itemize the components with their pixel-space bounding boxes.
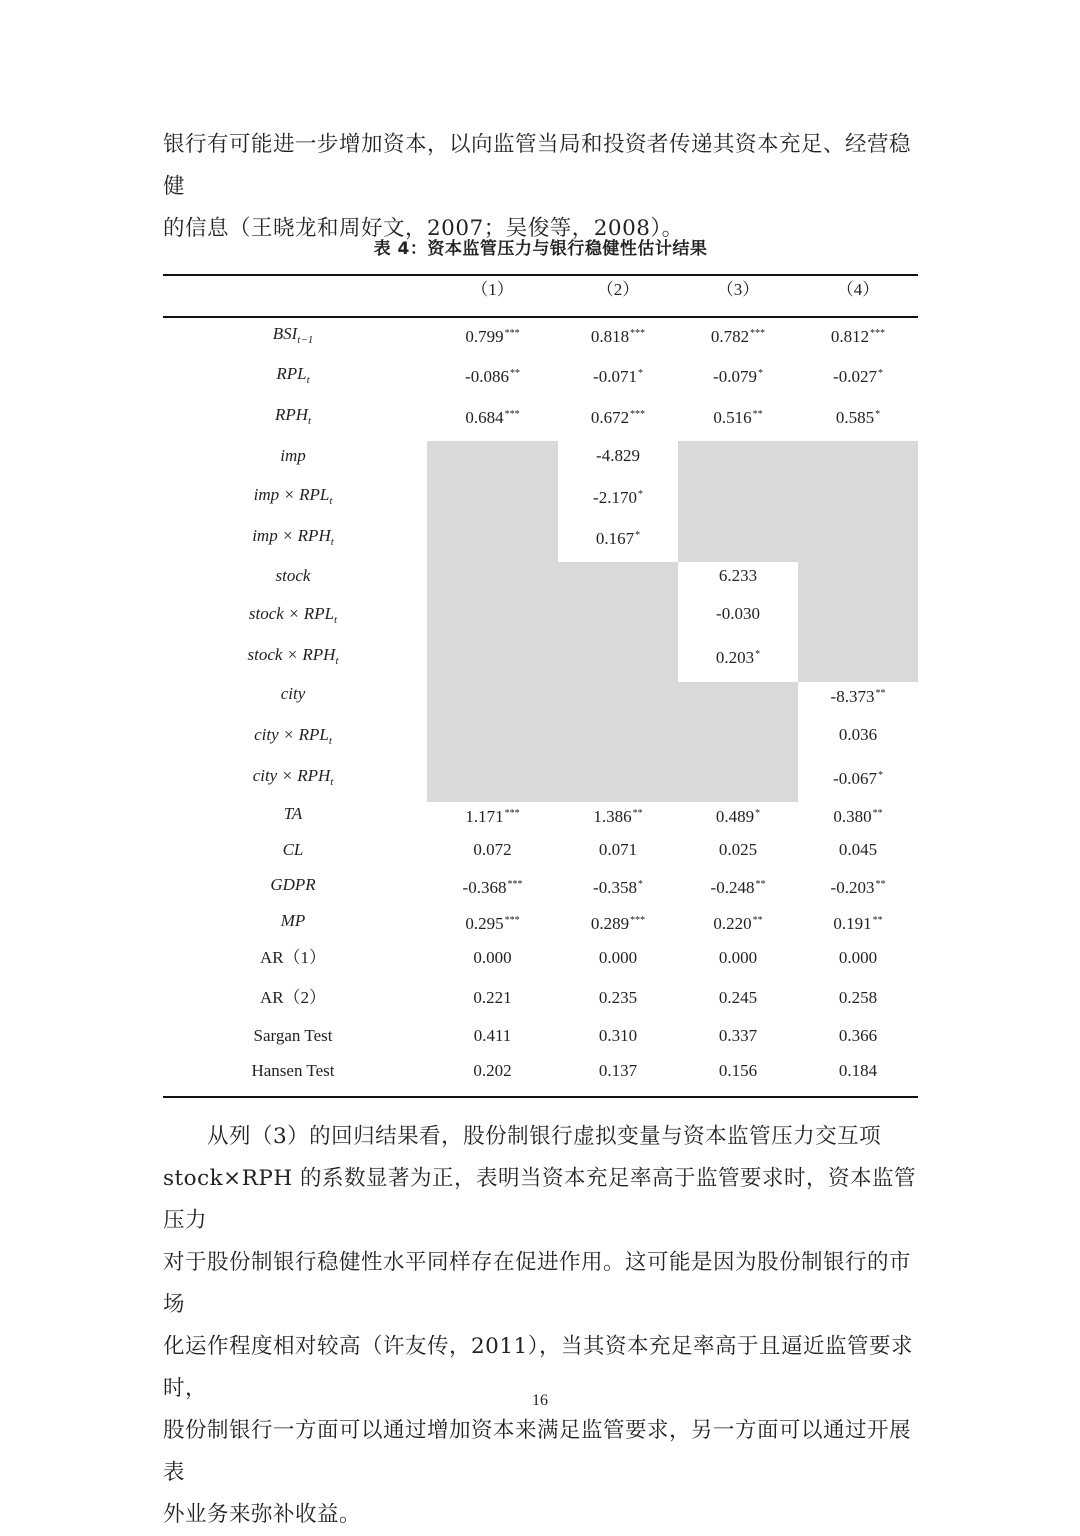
row-label [203, 684, 383, 704]
table-cell [558, 911, 678, 934]
row-label [203, 645, 383, 671]
cell-value: 0.167 [595, 529, 635, 548]
cell-value: 0.184 [838, 1061, 878, 1080]
table-top-rule [163, 274, 918, 276]
row-label-text: Sargan Test [253, 1026, 333, 1045]
significance-stars: *** [504, 409, 520, 420]
row-label-text: MP [280, 911, 306, 930]
row-label-text: city × RPL [254, 725, 329, 744]
cell-value: -2.170 [593, 488, 637, 507]
significance-stars: *** [504, 915, 520, 926]
row-label [203, 1026, 383, 1046]
cell-value: 0.221 [473, 988, 512, 1007]
table-cell [558, 1026, 678, 1046]
table-cell [798, 684, 918, 707]
significance-stars: * [877, 770, 883, 781]
significance-stars: *** [504, 328, 520, 339]
row-label-subscript: t [306, 374, 310, 386]
row-label [203, 485, 383, 511]
significance-stars: ** [875, 688, 886, 699]
cell-value: 0.072 [473, 840, 512, 859]
cell-value: 0.191 [833, 914, 872, 933]
cell-value: 1.171 [465, 807, 504, 826]
table-cell [427, 405, 558, 428]
cell-value: 0.684 [465, 408, 504, 427]
cell-value: -0.030 [716, 604, 760, 623]
row-label-text: AR（1） [259, 948, 327, 967]
cell-value: 0.812 [830, 327, 870, 346]
cell-value: 0.585 [835, 408, 875, 427]
row-label-text: imp × RPH [252, 526, 331, 545]
row-label-text: TA [283, 804, 303, 823]
row-label-text: GDPR [270, 875, 316, 894]
row-label-subscript: t [330, 536, 334, 548]
text-line: 从列（3）的回归结果看，股份制银行虚拟变量与资本监管压力交互项 [207, 1124, 882, 1149]
significance-stars: ** [752, 409, 763, 420]
table-header-rule [163, 316, 918, 318]
text-line: 银行有可能进一步增加资本，以向监管当局和投资者传递其资本充足、经营稳健 [163, 132, 912, 199]
text-line: 化运作程度相对较高（许友传，2011），当其资本充足率高于且逼近监管要求时， [163, 1334, 913, 1401]
table-cell [678, 604, 798, 624]
row-label-subscript: t [330, 776, 334, 788]
row-label-text: imp [280, 446, 306, 465]
cell-value: 0.036 [838, 725, 878, 744]
table-cell [558, 1061, 678, 1081]
cell-value: 0.366 [838, 1026, 878, 1045]
table-cell [558, 948, 678, 968]
row-label-text: AR（2） [259, 988, 327, 1007]
cell-value: 0.411 [473, 1026, 512, 1045]
table-cell [678, 645, 798, 668]
cell-value: 0.220 [713, 914, 752, 933]
row-label [203, 604, 383, 630]
column-header: （2） [596, 280, 640, 299]
table-cell [798, 405, 918, 428]
row-label [203, 840, 383, 860]
table-cell [558, 840, 678, 860]
text-line: 对于股份制银行稳健性水平同样存在促进作用。这可能是因为股份制银行的市场 [163, 1250, 912, 1317]
table-cell [558, 875, 678, 898]
cell-value: 0.202 [473, 1061, 512, 1080]
table-cell [558, 485, 678, 508]
table-cell [678, 988, 798, 1008]
significance-stars: *** [870, 328, 886, 339]
text-line: 的信息（王晓龙和周好文，2007；吴俊等，2008）。 [163, 216, 684, 241]
table-cell [427, 911, 558, 934]
significance-stars: ** [872, 915, 883, 926]
row-label-text: CL [282, 840, 304, 859]
cell-value: 0.000 [838, 948, 878, 967]
table-cell [558, 988, 678, 1008]
row-label [203, 875, 383, 895]
table-cell [798, 1061, 918, 1081]
row-label [203, 988, 383, 1008]
table-cell [558, 324, 678, 347]
table-cell [798, 725, 918, 745]
row-label-text: RPH [274, 405, 308, 424]
significance-stars: *** [750, 328, 766, 339]
table-cell [427, 1026, 558, 1046]
table-cell [798, 1026, 918, 1046]
row-label-subscript: t [328, 735, 332, 747]
significance-stars: *** [630, 915, 646, 926]
table-cell [558, 446, 678, 466]
table-cell [427, 988, 558, 1008]
table-cell [798, 911, 918, 934]
cell-value: 0.071 [598, 840, 638, 859]
table-cell [678, 875, 798, 898]
cell-value: 0.799 [465, 327, 504, 346]
cell-value: -0.368 [462, 878, 507, 897]
cell-value: 0.000 [473, 948, 512, 967]
cell-value: 0.672 [590, 408, 630, 427]
row-label-text: city [280, 684, 306, 703]
column-header: （4） [836, 280, 880, 299]
significance-stars: ** [752, 915, 763, 926]
table-cell [678, 840, 798, 860]
cell-value: 0.782 [710, 327, 750, 346]
shaded-block [798, 441, 918, 682]
cell-value: 0.289 [590, 914, 630, 933]
table-cell [678, 1026, 798, 1046]
cell-value: 0.000 [598, 948, 638, 967]
cell-value: -0.079 [713, 367, 757, 386]
cell-value: 0.025 [718, 840, 758, 859]
table-cell [678, 1061, 798, 1081]
table-cell [798, 766, 918, 789]
column-header: （1） [471, 280, 514, 299]
cell-value: -0.067 [833, 769, 877, 788]
cell-value: 0.295 [465, 914, 504, 933]
cell-value: -0.203 [830, 878, 875, 897]
cell-value: 1.386 [593, 807, 632, 826]
significance-stars: ** [509, 368, 520, 379]
significance-stars: * [757, 368, 763, 379]
cell-value: 0.245 [718, 988, 758, 1007]
cell-value: 0.380 [833, 807, 872, 826]
row-label [203, 725, 383, 751]
row-label-text: stock [275, 566, 311, 585]
shaded-block [678, 682, 798, 802]
cell-value: -4.829 [596, 446, 640, 465]
cell-value: -0.358 [593, 878, 637, 897]
body-paragraph-bottom [163, 1116, 918, 1536]
table-cell [427, 1061, 558, 1081]
column-header: （3） [716, 280, 760, 299]
significance-stars: * [637, 879, 643, 890]
row-label [203, 446, 383, 466]
significance-stars: ** [875, 879, 886, 890]
cell-value: 0.818 [590, 327, 630, 346]
row-label [203, 324, 383, 350]
shaded-block [558, 562, 678, 802]
cell-value: 0.045 [838, 840, 878, 859]
row-label-subscript: t [307, 415, 312, 427]
table-cell [678, 324, 798, 347]
table-cell [678, 566, 798, 586]
table-cell [798, 804, 918, 827]
table-cell [427, 875, 558, 898]
table-cell [427, 364, 558, 387]
cell-value: 0.258 [838, 988, 878, 1007]
significance-stars: *** [630, 409, 646, 420]
table-cell [427, 840, 558, 860]
text-line: 外业务来弥补收益。 [163, 1502, 362, 1527]
significance-stars: ** [872, 808, 883, 819]
table-cell [798, 840, 918, 860]
table-cell [678, 804, 798, 827]
table-cell [798, 324, 918, 347]
cell-value: 0.337 [718, 1026, 758, 1045]
row-label-subscript: t [335, 655, 339, 667]
row-label [203, 1061, 383, 1081]
table-cell [558, 804, 678, 827]
text-line: stock×RPH 的系数显著为正，表明当资本充足率高于监管要求时，资本监管压力 [163, 1166, 916, 1233]
cell-value: 0.156 [718, 1061, 758, 1080]
significance-stars: *** [630, 328, 646, 339]
row-label [203, 405, 383, 431]
significance-stars: * [877, 368, 883, 379]
body-paragraph-top [163, 124, 918, 250]
significance-stars: * [755, 649, 761, 660]
row-label [203, 526, 383, 552]
cell-value: -0.248 [710, 878, 755, 897]
row-label [203, 911, 383, 931]
table-cell [427, 804, 558, 827]
table-cell [427, 324, 558, 347]
cell-value: -0.027 [833, 367, 877, 386]
row-label [203, 766, 383, 792]
shaded-block [427, 441, 558, 802]
significance-stars: *** [504, 808, 520, 819]
cell-value: 0.489 [715, 807, 755, 826]
page-number: 16 [532, 1392, 548, 1409]
row-label-text: imp × RPL [253, 485, 330, 504]
table-cell [558, 364, 678, 387]
table-bottom-rule [163, 1096, 918, 1098]
row-label-subscript: t [329, 495, 333, 507]
significance-stars: * [637, 368, 643, 379]
cell-value: 0.203 [715, 648, 755, 667]
row-label [203, 948, 383, 968]
cell-value: -0.086 [465, 367, 509, 386]
cell-value: 0.235 [598, 988, 638, 1007]
shaded-block [678, 441, 798, 562]
cell-value: 6.233 [718, 566, 758, 585]
table-cell [798, 875, 918, 898]
text-line: 股份制银行一方面可以通过增加资本来满足监管要求，另一方面可以通过开展表 [163, 1418, 912, 1485]
row-label-text: city × RPH [252, 766, 331, 785]
row-label-subscript: t−1 [297, 334, 314, 346]
significance-stars: *** [507, 879, 523, 890]
significance-stars: ** [632, 808, 643, 819]
table-cell [678, 364, 798, 387]
row-label [203, 364, 383, 390]
row-label-text: RPL [276, 364, 307, 383]
table-cell [678, 948, 798, 968]
table-cell [798, 948, 918, 968]
row-label [203, 566, 383, 586]
row-label-text: stock × RPL [248, 604, 335, 623]
row-label-subscript: t [334, 614, 338, 626]
significance-stars: * [637, 489, 643, 500]
cell-value: 0.310 [598, 1026, 638, 1045]
row-label-text: Hansen Test [251, 1061, 335, 1080]
table-title: 表 4：资本监管压力与银行稳健性估计结果 [373, 239, 708, 259]
significance-stars: ** [755, 879, 766, 890]
table-cell [558, 526, 678, 549]
row-label [203, 804, 383, 824]
significance-stars: * [875, 409, 881, 420]
significance-stars: * [635, 530, 641, 541]
cell-value: 0.516 [713, 408, 752, 427]
cell-value: 0.137 [598, 1061, 638, 1080]
table-cell [678, 911, 798, 934]
row-label-text: stock × RPH [247, 645, 336, 664]
table-cell [798, 364, 918, 387]
row-label-text: BSI [272, 324, 298, 343]
table-cell [678, 405, 798, 428]
table-cell [427, 948, 558, 968]
table-cell [798, 988, 918, 1008]
table-cell [558, 405, 678, 428]
cell-value: 0.000 [718, 948, 758, 967]
significance-stars: * [755, 808, 761, 819]
cell-value: -0.071 [593, 367, 637, 386]
cell-value: -8.373 [830, 687, 875, 706]
